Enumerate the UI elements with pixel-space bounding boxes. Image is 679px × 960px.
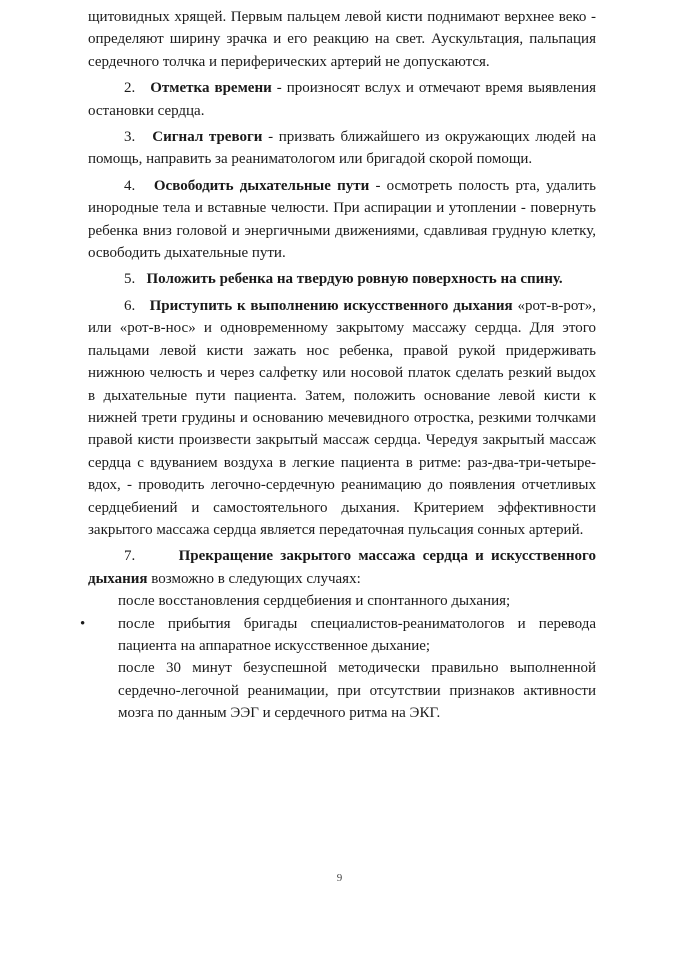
paragraph-intro: щитовидных хрящей. Первым пальцем левой кисти поднимают верхнее веко - определяют ширину зрачка и его реакцию на свет. Аускультация, пальпация сердечного толчка и периферических артерий не допускаются. [88, 9, 596, 70]
step-number: 4. [124, 177, 136, 194]
step-heading: Освободить дыхательные пути [153, 177, 370, 194]
step-4-airway [88, 175, 596, 265]
case-1: после восстановления сердцебиения и спонтанного дыхания; [118, 593, 511, 610]
step-number: 7. [124, 548, 136, 565]
step-heading: Положить ребенка на твердую ровную поверхность на спину. [146, 271, 563, 288]
step-heading: Отметка времени [150, 80, 272, 97]
step-5-position [88, 268, 596, 290]
step-number: 6. [124, 297, 136, 314]
step-heading: Сигнал тревоги [152, 129, 263, 146]
step-7-stop [88, 545, 596, 590]
step-number: 5. [124, 271, 136, 288]
step-heading: Прекращение закрытого массажа сердца и искусственного дыхания [88, 548, 596, 587]
page-body [80, 6, 597, 725]
case-3: после 30 минут безуспешной методически правильно выполненной сердечно-легочной реанимации, при отсутствии признаков активности мозга по данным ЭЭГ и сердечного ритма на ЭКГ. [118, 660, 596, 722]
step-3-alarm [88, 126, 596, 171]
step-heading: Приступить к выполнению искусственного дыхания [149, 297, 513, 314]
bullet-icon: • [80, 615, 86, 632]
case-2: • после прибытия бригады специалистов-реаниматологов и перевода пациента на аппаратное искусственное дыхание; [88, 613, 596, 658]
page-number: 9 [336, 872, 343, 884]
step-text: - осмотреть полость рта, удалить инородные тела и вставные челюсти. При аспирации и утоплении - повернуть ребенка вниз головой и энергичными движениями, сдавливая грудную клетку, освободить дыхательные пути. [88, 177, 596, 262]
step-text: возможно в следующих случаях: [147, 570, 361, 587]
step-text: - произносят вслух и отмечают время выявления остановки сердца. [88, 80, 596, 119]
step-text: «рот-в-рот», или «рот-в-нос» и одновременному закрытому массажу сердца. Для этого пальцами левой кисти зажать нос ребенка, правой рукой придерживать нижнюю челюсть и через салфетку или носовой платок сделать резкий выдох в дыхательные пути пациента. Затем, положить основание левой кисти к нижней трети грудины и основанию мечевидного отростка, резкими толчками правой кисти произвести закрытый массаж сердца. Чередуя закрытый массаж сердца с вдуванием воздуха в легкие пациента в ритме: раз-два-три-четыре-вдох, - проводить легочно-сердечную реанимацию до появления отчетливых сердцебиений и самостоятельного дыхания. Критерием эффективности закрытого массажа сердца является передаточная пульсация сонных артерий. [88, 297, 596, 538]
step-6-cpr [88, 295, 596, 541]
step-text: - призвать ближайшего из окружающих людей на помощь, направить за реаниматологом или бригадой скорой помощи. [88, 129, 597, 168]
step-2-time-mark [88, 77, 596, 122]
step-number: 2. [124, 80, 136, 97]
step-number: 3. [124, 129, 136, 146]
